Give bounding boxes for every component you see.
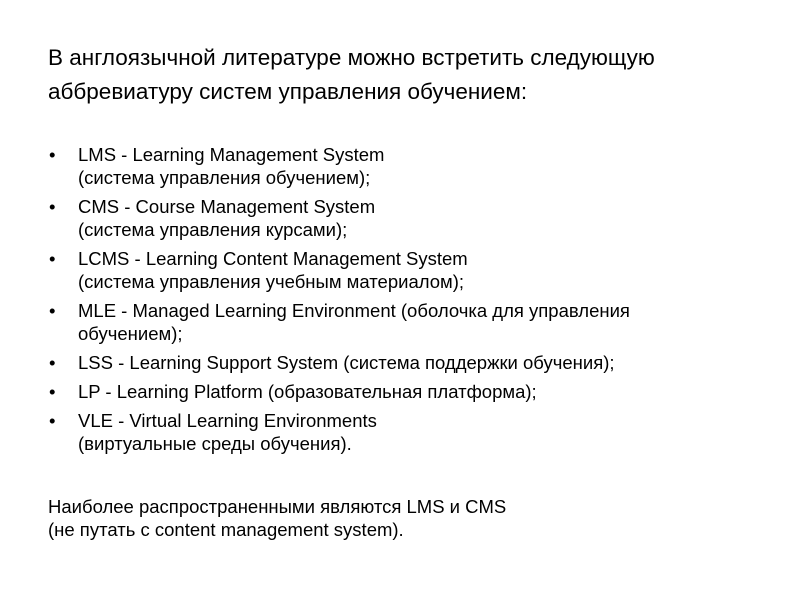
list-item-mle xyxy=(48,299,768,345)
bullet-icon: • xyxy=(49,381,56,402)
bullet-icon: • xyxy=(49,352,56,373)
list-item-text: LP - Learning Platform (образовательная платформа); xyxy=(78,381,537,402)
list-item-note: обучением); xyxy=(78,323,183,344)
list-item-note: (виртуальные среды обучения). xyxy=(78,433,352,454)
bullet-icon: • xyxy=(49,144,56,165)
list-item-note: (система управления обучением); xyxy=(78,167,371,188)
bullet-icon: • xyxy=(49,300,56,321)
list-item-note: (система управления учебным материалом); xyxy=(78,271,465,292)
bullet-icon: • xyxy=(49,196,56,217)
bullet-icon: • xyxy=(49,248,56,269)
slide-title-line-1: В англоязычной литературе можно встретить следующую xyxy=(48,45,655,70)
list-item-vle xyxy=(48,409,768,455)
list-item-lms xyxy=(48,143,768,189)
bullet-icon: • xyxy=(49,410,56,431)
list-item-text: VLE - Virtual Learning Environments xyxy=(78,410,377,431)
footer-note xyxy=(48,495,768,541)
list-item-text: LSS - Learning Support System (система поддержки обучения); xyxy=(78,352,615,373)
list-item-lp xyxy=(48,380,768,403)
list-item-lcms xyxy=(48,247,768,293)
list-item-text: MLE - Managed Learning Environment (оболочка для управления xyxy=(78,300,630,321)
list-item-text: LCMS - Learning Content Management System xyxy=(78,248,468,269)
slide-title-line-2: аббревиатуру систем управления обучением: xyxy=(48,79,528,104)
list-item-text: LMS - Learning Management System xyxy=(78,144,385,165)
footer-line-1: Наиболее распространенными являются LMS и CMS xyxy=(48,496,507,517)
list-item-note: (система управления курсами); xyxy=(78,219,348,240)
list-item-cms xyxy=(48,195,768,241)
footer-line-2: (не путать с content management system). xyxy=(48,519,404,540)
slide-title xyxy=(48,41,768,109)
abbreviation-list xyxy=(48,143,768,461)
list-item-lss xyxy=(48,351,768,374)
list-item-text: CMS - Course Management System xyxy=(78,196,376,217)
